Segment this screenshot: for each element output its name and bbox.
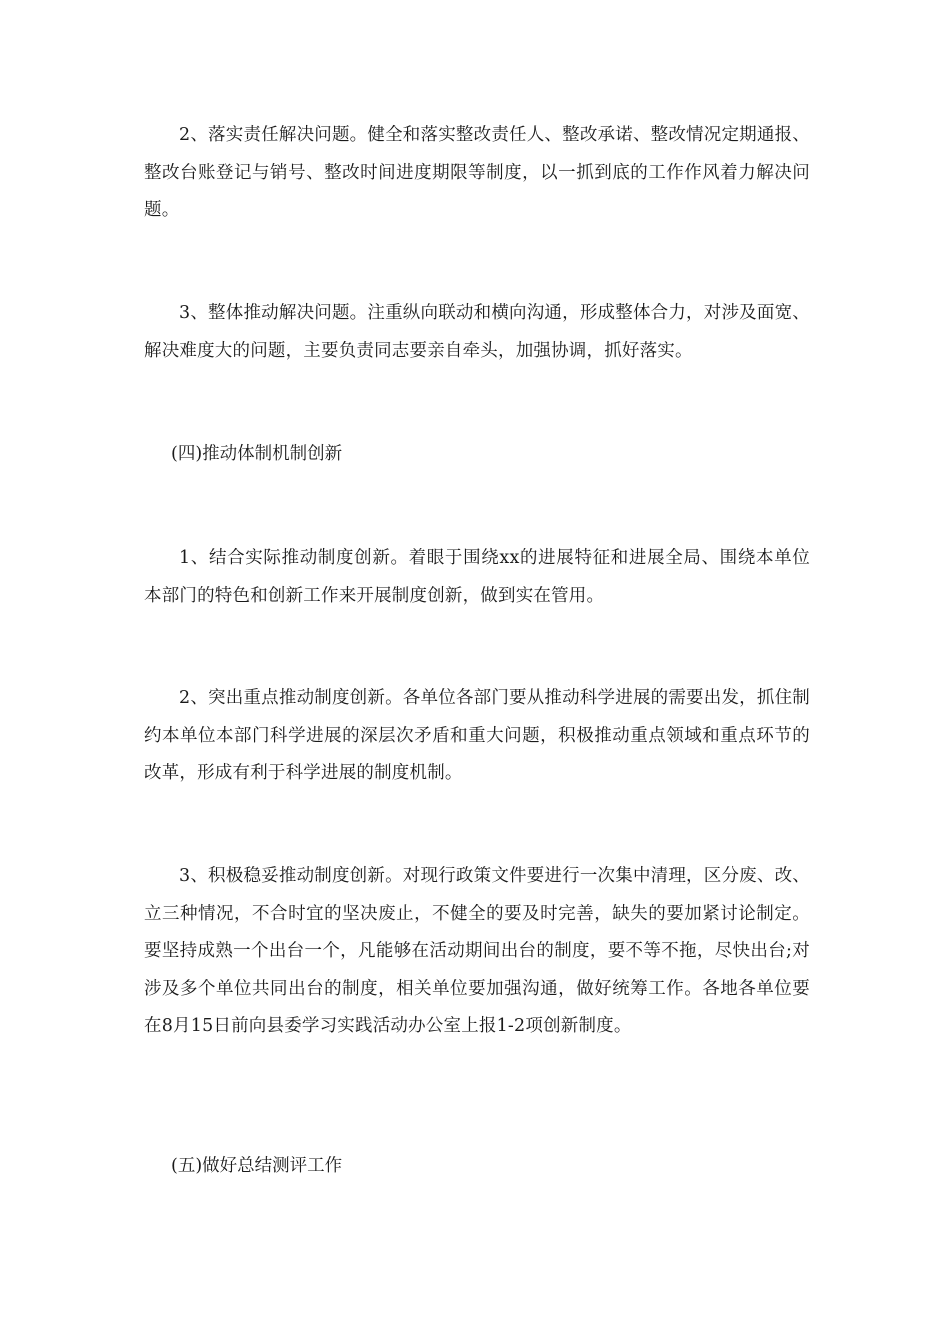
paragraph-innovation-steady: 3、积极稳妥推动制度创新。对现行政策文件要进行一次集中清理，区分废、改、立三种情况，不合时宜的坚决废止，不健全的要及时完善，缺失的要加紧讨论制定。要坚持成熟一个出台一个，凡能够在活动期间出台的制度，要不等不拖，尽快出台;对涉及多个单位共同出台的制度，相关单位要加强沟通，做好统筹工作。各地各单位要在8月15日前向县委学习实践活动办公室上报1-2项创新制度。 <box>144 866 810 1036</box>
paragraph-overall-promotion: 3、整体推动解决问题。注重纵向联动和横向沟通，形成整体合力，对涉及面宽、解决难度大的问题，主要负责同志要亲自牵头，加强协调，抓好落实。 <box>144 303 810 361</box>
paragraph-innovation-practice: 1、结合实际推动制度创新。着眼于围绕xx的进展特征和进展全局、围绕本单位本部门的特色和创新工作来开展制度创新，做到实在管用。 <box>144 548 810 606</box>
paragraph-responsibility: 2、落实责任解决问题。健全和落实整改责任人、整改承诺、整改情况定期通报、整改台账登记与销号、整改时间进度期限等制度，以一抓到底的工作作风着力解决问题。 <box>144 125 810 220</box>
paragraph-innovation-focus: 2、突出重点推动制度创新。各单位各部门要从推动科学进展的需要出发，抓住制约本单位本部门科学进展的深层次矛盾和重大问题，积极推动重点领域和重点环节的改革，形成有利于科学进展的制度机制。 <box>144 688 810 783</box>
section-heading-four: (四)推动体制机制创新 <box>171 444 343 464</box>
section-heading-five: (五)做好总结测评工作 <box>171 1156 343 1176</box>
